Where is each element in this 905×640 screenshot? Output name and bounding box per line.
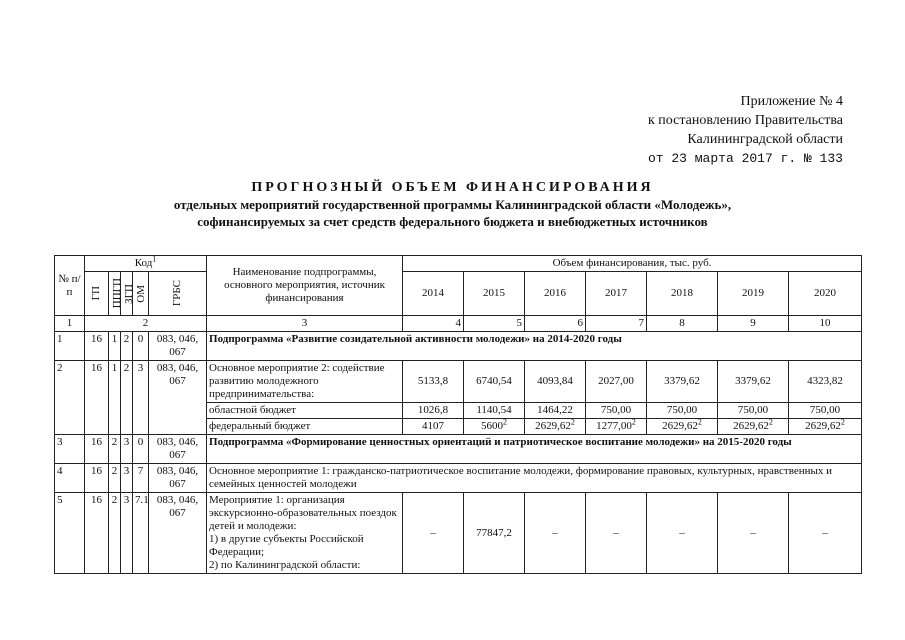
colnum: 8 — [647, 316, 718, 332]
header-year-2014: 2014 — [403, 272, 464, 316]
value-2019: 750,00 — [718, 403, 789, 419]
value-2020: – — [789, 493, 862, 574]
title-line-2: отдельных мероприятий государственной программы Калининградской области «Молодежь», — [173, 197, 732, 212]
colnum: 7 — [586, 316, 647, 332]
header-year-2015: 2015 — [464, 272, 525, 316]
value-2014: 5133,8 — [403, 361, 464, 403]
title-line-3: софинансируемых за счет средств федерального бюджета и внебюджетных источников — [197, 214, 708, 229]
value-2015: 5600$^2$ — [464, 419, 525, 435]
code-grbs: 083, 046, 067 — [149, 493, 207, 574]
value-2019: 3379,62 — [718, 361, 789, 403]
code-zgp: 3 — [121, 493, 133, 574]
header-zgp: ЗГП — [123, 283, 135, 304]
code-zgp: 2 — [121, 361, 133, 435]
header-year-2019: 2019 — [718, 272, 789, 316]
code-om: 0 — [133, 435, 149, 464]
code-om: 7 — [133, 464, 149, 493]
value-2017: 2027,00 — [586, 361, 647, 403]
value-2015: 1140,54 — [464, 403, 525, 419]
header-gp: ГП — [90, 286, 102, 301]
code-zgp: 2 — [121, 332, 133, 361]
table-row — [55, 464, 862, 493]
colnum: 3 — [207, 316, 403, 332]
table-row — [55, 361, 862, 403]
value-2016: 2629,62$^2$ — [525, 419, 586, 435]
code-gp: 16 — [85, 493, 109, 574]
header-om: ОМ — [135, 284, 147, 303]
colnum: 4 — [403, 316, 464, 332]
colnum: 1 — [55, 316, 85, 332]
value-2017: 1277,00$^2$ — [586, 419, 647, 435]
colnum: 2 — [85, 316, 207, 332]
title-line-1: ПРОГНОЗНЫЙ ОБЪЕМ ФИНАНСИРОВАНИЯ — [251, 180, 654, 195]
header-year-2017: 2017 — [586, 272, 647, 316]
row-num: 1 — [55, 332, 85, 361]
code-zgp: 3 — [121, 435, 133, 464]
value-2018: 2629,62$^2$ — [647, 419, 718, 435]
header-year-2016: 2016 — [525, 272, 586, 316]
document-title — [0, 180, 905, 230]
value-2016: – — [525, 493, 586, 574]
header-ppgp: ППГП — [111, 278, 123, 309]
header-grbs: ГРБС — [171, 280, 183, 307]
appendix-line-3: Калининградской области — [687, 132, 843, 147]
code-grbs: 083, 046, 067 — [149, 332, 207, 361]
value-2014: – — [403, 493, 464, 574]
code-gp: 16 — [85, 435, 109, 464]
value-2016: 1464,22 — [525, 403, 586, 419]
column-number-row — [55, 316, 862, 332]
value-2018: 3379,62 — [647, 361, 718, 403]
activity-item-2: 2) по Калининградской области: — [209, 559, 361, 571]
source-label: федеральный бюджет — [207, 419, 403, 435]
table-row — [55, 493, 862, 574]
activity-item-1: 1) в другие субъекты Российской Федерации; — [209, 533, 364, 558]
code-ppgp: 1 — [109, 361, 121, 435]
header-row-1 — [55, 256, 862, 272]
financing-table — [54, 255, 862, 574]
colnum: 6 — [525, 316, 586, 332]
code-grbs: 083, 046, 067 — [149, 361, 207, 435]
value-2016: 4093,84 — [525, 361, 586, 403]
value-2018: – — [647, 493, 718, 574]
value-2020: 4323,82 — [789, 361, 862, 403]
header-year-2018: 2018 — [647, 272, 718, 316]
row-num: 5 — [55, 493, 85, 574]
value-2014: 4107 — [403, 419, 464, 435]
header-row-2 — [55, 272, 862, 316]
code-om: 0 — [133, 332, 149, 361]
colnum: 9 — [718, 316, 789, 332]
value-2014: 1026,8 — [403, 403, 464, 419]
value-2017: – — [586, 493, 647, 574]
value-2020: 2629,62$^2$ — [789, 419, 862, 435]
value-2015: 77847,2 — [464, 493, 525, 574]
header-volume: Объем финансирования, тыс. руб. — [403, 256, 862, 272]
header-num: № п/п — [55, 256, 85, 316]
appendix-line-2: к постановлению Правительства — [647, 113, 843, 128]
header-name: Наименование подпрограммы, основного мероприятия, источник финансирования — [207, 256, 403, 316]
table-row — [55, 332, 862, 361]
appendix-date: от 23 марта 2017 г. № 133 — [647, 151, 843, 166]
activity-text: Основное мероприятие 1: гражданско-патриотическое воспитание молодежи, формирование правовых, культурных, нравственных и семейных ценностей молодежи — [207, 464, 862, 493]
code-om: 3 — [133, 361, 149, 435]
value-2019: – — [718, 493, 789, 574]
table-row — [55, 435, 862, 464]
row-num: 3 — [55, 435, 85, 464]
appendix-line-1: Приложение № 4 — [740, 94, 843, 109]
code-ppgp: 1 — [109, 332, 121, 361]
header-year-2020: 2020 — [789, 272, 862, 316]
value-2017: 750,00 — [586, 403, 647, 419]
code-om: 7.1 — [133, 493, 149, 574]
value-2020: 750,00 — [789, 403, 862, 419]
subprogram-title: Подпрограмма «Формирование ценностных ориентаций и патриотическое воспитание молодежи» на 2015-2020 годы — [207, 435, 862, 464]
colnum: 10 — [789, 316, 862, 332]
row-num: 2 — [55, 361, 85, 435]
activity-text — [207, 493, 403, 574]
code-zgp: 3 — [121, 464, 133, 493]
value-2018: 750,00 — [647, 403, 718, 419]
appendix-block — [648, 92, 843, 168]
code-grbs: 083, 046, 067 — [149, 464, 207, 493]
code-ppgp: 2 — [109, 435, 121, 464]
activity-title: Мероприятие 1: организация экскурсионно-образовательных поездок детей и молодежи: — [209, 494, 397, 532]
code-gp: 16 — [85, 332, 109, 361]
colnum: 5 — [464, 316, 525, 332]
code-gp: 16 — [85, 464, 109, 493]
header-code: Код$^1$ — [85, 256, 207, 272]
code-ppgp: 2 — [109, 464, 121, 493]
code-ppgp: 2 — [109, 493, 121, 574]
row-num: 4 — [55, 464, 85, 493]
code-gp: 16 — [85, 361, 109, 435]
source-label: областной бюджет — [207, 403, 403, 419]
activity-text: Основное мероприятие 2: содействие развитию молодежного предпринимательства: — [207, 361, 403, 403]
value-2019: 2629,62$^2$ — [718, 419, 789, 435]
code-grbs: 083, 046, 067 — [149, 435, 207, 464]
subprogram-title: Подпрограмма «Развитие созидательной активности молодежи» на 2014-2020 годы — [207, 332, 862, 361]
value-2015: 6740,54 — [464, 361, 525, 403]
